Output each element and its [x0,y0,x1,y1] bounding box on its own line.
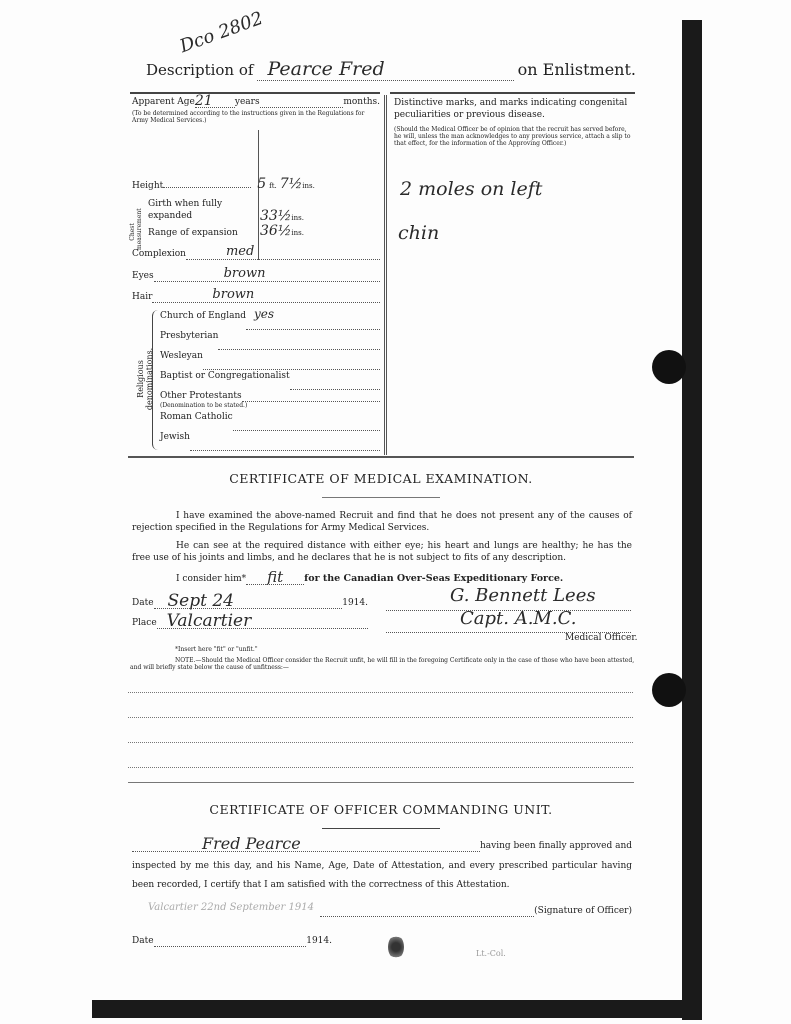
religion-row: Presbyterian [160,330,380,350]
annotation: Dco 2802 [177,7,266,58]
commanding-date-row: Date 1914. [132,936,332,946]
punch-hole-icon [652,673,686,707]
marks-line-2: chin [398,222,440,244]
height-ft: 5 [257,176,267,192]
scan-edge-bottom [92,1000,702,1018]
girth-row: 33½ins. [260,208,304,224]
hair-row: Hair brown [132,291,380,303]
medical-para-1: I have examined the above-named Recruit and find that he does not present any of the causes of rejection specified in the Regulations for Army Medical Services. [132,511,632,533]
stamp-text: Valcartier 22nd September 1914 [148,902,314,913]
marks-note: (Should the Medical Officer be of opinion that the recruit has served before, he will, unless the man acknowledges to any previous service, attach a slip to that effect, for the information of the Approving Officer.) [394,126,631,147]
medical-note: NOTE.—Should the Medical Officer consider the Recruit unfit, he will fill in the foregoing Certificate only in the case of those who have been attested, and will briefly state below the cause of unfitness:— [130,657,635,671]
title-suffix: on Enlistment. [517,60,636,79]
title-prefix: Description of [146,61,254,79]
fitness-value: fit [246,573,304,585]
officer-initials: Lt.-Col. [476,949,506,958]
scan-edge-right [682,20,702,1020]
commanding-name-row: Fred Pearce having been finally approved and [132,840,632,852]
exam-place: Valcartier [157,617,368,629]
page-title [146,58,636,81]
eyes-row: Eyes brown [132,270,380,282]
signature-row: (Signature of Officer) [320,905,632,917]
chest-label: Chest measurement [129,208,143,250]
thumbprint-icon [388,935,404,959]
footnote: *Insert here "fit" or "unfit." [175,646,258,653]
religion-list [160,307,380,451]
religion-row: Church of England yes [160,310,380,330]
religion-label: Religious denominations. [136,347,154,411]
range-row: 36½ins. [260,223,304,239]
other-note: (Denomination to be stated.) [160,402,248,409]
religion-row: Wesleyan [160,350,380,370]
place-row: Place Valcartier [132,617,368,629]
date-row: Date Sept 24 1914. [132,591,368,611]
height-row: Height 5 ft. 7½ ins. [132,176,315,192]
religion-row: Jewish [160,431,380,451]
medical-officer-label: Medical Officer. [565,633,638,643]
commanding-para: inspected by me this day, and his Name, Age, Date of Attestation, and every prescribed particular having been recorded, I certify that I am satisfied with the correctness of this Attestation. [132,861,632,890]
religion-row: Roman Catholic [160,411,380,431]
medical-heading: CERTIFICATE OF MEDICAL EXAMINATION. [229,471,533,486]
medical-para-2: He can see at the required distance with either eye; his heart and lungs are healthy; he has the free use of his joints and limbs, and he declares that he is not subject to fits of any description. [132,541,632,563]
age-value: 21 [195,96,235,108]
religion-brace [152,310,159,450]
commanded-recruit-name: Fred Pearce [132,840,480,852]
punch-hole-icon [652,350,686,384]
medical-officer-signature: G. Bennett Lees [450,585,596,606]
commanding-heading: CERTIFICATE OF OFFICER COMMANDING UNIT. [209,802,553,817]
recruit-name: Pearce Fred [257,58,513,81]
exam-date: Sept 24 [154,597,343,609]
range-label: Range of expansion [148,228,238,238]
consider-row: I consider him* fit for the Canadian Over-Seas Expeditionary Force. [176,568,564,586]
age-row: Apparent Age 21 years months. [132,93,380,109]
religion-row: Other Protestants [160,390,380,402]
marks-line-1: 2 moles on left [400,178,543,200]
age-note: (To be determined according to the instructions given in the Regulations for Army Medical Services.) [132,110,365,124]
marks-heading: Distinctive marks, and marks indicating congenital peculiarities or previous disease. [394,98,628,120]
height-in: 7½ [279,176,303,192]
medical-officer-rank: Capt. A.M.C. [460,608,577,629]
girth-label: Girth when fully expanded [148,199,223,221]
religion-row: Baptist or Congregationalist [160,370,380,390]
complexion-row: Complexion med [132,248,380,260]
